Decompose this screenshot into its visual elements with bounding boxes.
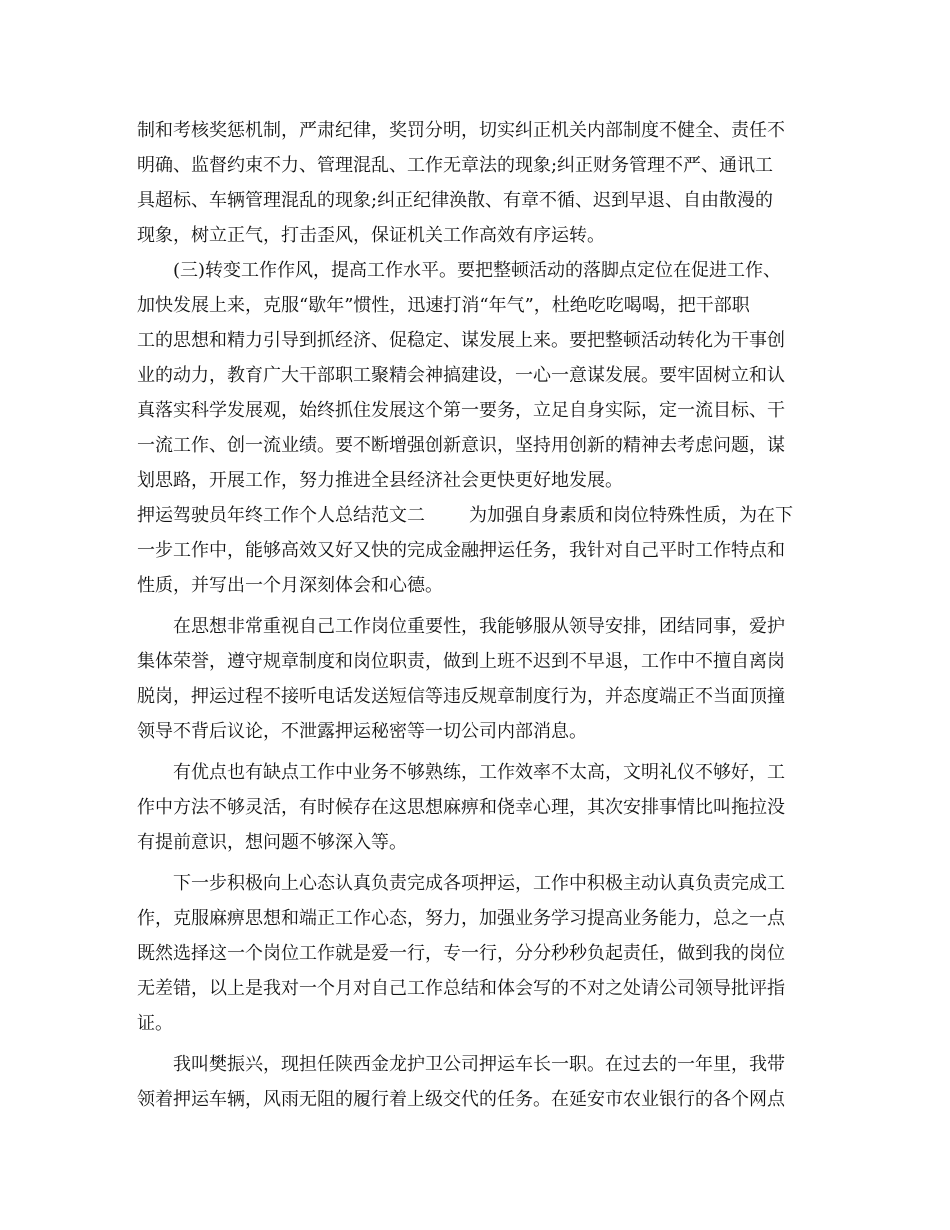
text-line: 明确、监督约束不力、管理混乱、工作无章法的现象;纠正财务管理不严、通讯工 (137, 155, 774, 176)
text-fragment: 为加强自身素质和岗位特殊性质，为在下 (469, 505, 793, 526)
paragraph (137, 113, 813, 253)
text-line: 工的思想和精力引导到抓经济、促稳定、谋发展上来。要把整顿活动转化为干事创 (137, 330, 785, 351)
text-line: 划思路，开展工作，努力推进全县经济社会更快更好地发展。 (137, 470, 623, 491)
text-line: 具超标、车辆管理混乱的现象;纠正纪律涣散、有章不循、迟到早退、自由散漫的 (137, 190, 774, 211)
section-heading: 押运驾驶员年终工作个人总结范文二 (137, 505, 425, 526)
text-line: 领导不背后议论，不泄露押运秘密等一切公司内部消息。 (137, 721, 587, 742)
paragraph (137, 866, 813, 1041)
text-line: 加快发展上来，克服“歇年”惯性，迅速打消“年气”，杜绝吃吃喝喝，把干部职 (137, 295, 750, 316)
text-line: 一步工作中，能够高效又好又快的完成金融押运任务，我针对自己平时工作特点和 (137, 540, 785, 561)
text-line: 性质，并写出一个月深刻体会和心德。 (137, 575, 443, 596)
text-line: 有提前意识，想问题不够深入等。 (137, 832, 407, 853)
paragraph (137, 609, 813, 749)
text-line: 既然选择这一个岗位工作就是爱一行，专一行，分分秒秒负起责任，做到我的岗位 (137, 943, 785, 964)
paragraph (137, 498, 813, 603)
text-line: 作中方法不够灵活，有时候存在这思想麻痹和侥幸心理，其次安排事情比叫拖拉没 (137, 797, 785, 818)
paragraph (137, 1047, 813, 1117)
text-line: 制和考核奖惩机制，严肃纪律，奖罚分明，切实纠正机关内部制度不健全、责任不 (137, 120, 785, 141)
heading-line (137, 498, 813, 533)
text-line: 作，克服麻痹思想和端正工作心态，努力，加强业务学习提高业务能力，总之一点 (137, 908, 785, 929)
paragraph (137, 253, 813, 498)
text-line: 现象，树立正气，打击歪风，保证机关工作高效有序运转。 (137, 225, 605, 246)
document-body (137, 113, 813, 1117)
text-line: 真落实科学发展观，始终抓住发展这个第一要务，立足自身实际，定一流目标、干 (137, 400, 785, 421)
text-line: 一流工作、创一流业绩。要不断增强创新意识，坚持用创新的精神去考虑问题，谋 (137, 435, 785, 456)
text-line: (三)转变工作作风，提高工作水平。要把整顿活动的落脚点定位在促进工作、 (173, 260, 782, 281)
text-line: 有优点也有缺点工作中业务不够熟练，工作效率不太高，文明礼仪不够好，工 (173, 762, 785, 783)
text-line: 领着押运车辆，风雨无阻的履行着上级交代的任务。在延安市农业银行的各个网点 (137, 1089, 785, 1110)
text-line: 无差错，以上是我对一个月对自己工作总结和体会写的不对之处请公司领导批评指 (137, 978, 785, 999)
text-line: 我叫樊振兴，现担任陕西金龙护卫公司押运车长一职。在过去的一年里，我带 (173, 1054, 785, 1075)
paragraph (137, 755, 813, 860)
text-line: 脱岗，押运过程不接听电话发送短信等违反规章制度行为，并态度端正不当面顶撞 (137, 686, 785, 707)
text-line: 在思想非常重视自己工作岗位重要性，我能够服从领导安排，团结同事，爱护 (173, 616, 785, 637)
text-line: 业的动力，教育广大干部职工聚精会神搞建设，一心一意谋发展。要牢固树立和认 (137, 365, 785, 386)
text-line: 集体荣誉，遵守规章制度和岗位职责，做到上班不迟到不早退，工作中不擅自离岗 (137, 651, 785, 672)
text-line: 证。 (137, 1013, 173, 1034)
text-line: 下一步积极向上心态认真负责完成各项押运，工作中积极主动认真负责完成工 (173, 873, 785, 894)
